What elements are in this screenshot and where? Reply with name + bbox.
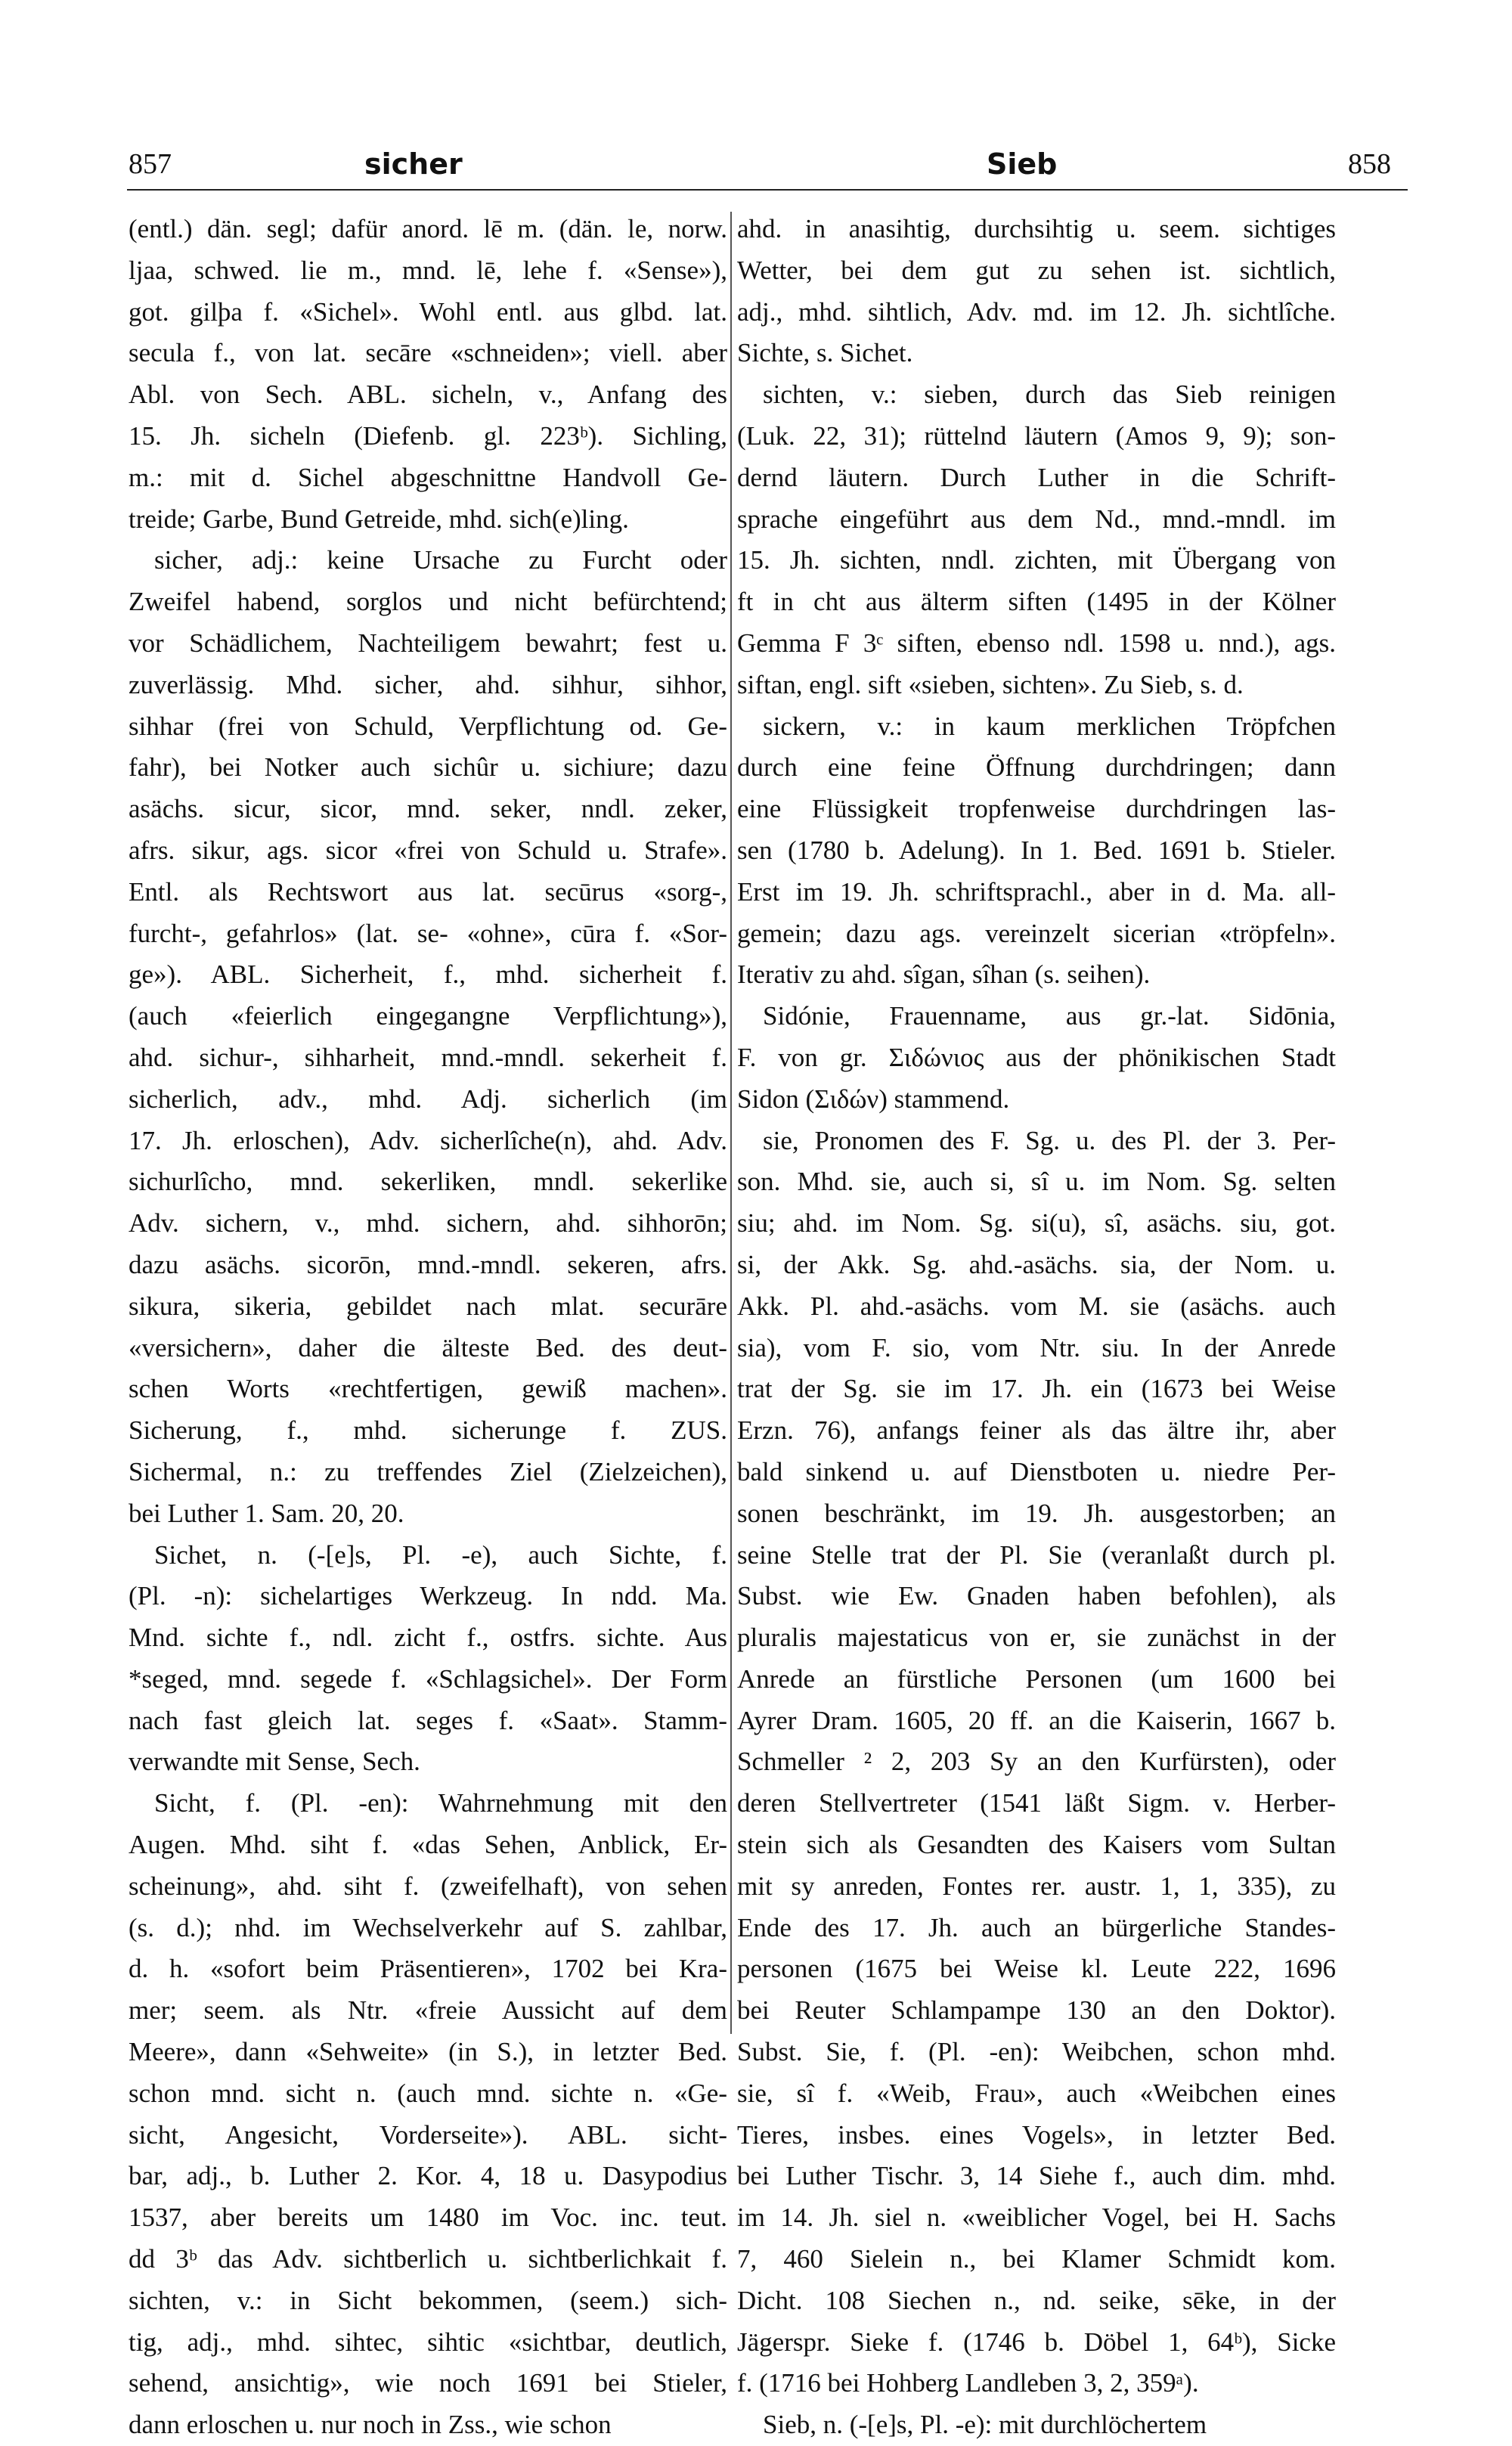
text-line: asächs. sicur, sicor, mnd. seker, nndl. zeker, [129,794,727,824]
text-line: nach fast gleich lat. seges f. «Saat». Stamm- [129,1705,727,1735]
text-line: Subst. Sie, f. (Pl. -en): Weibchen, schon mhd. [737,2037,1336,2067]
text-line: secula f., von lat. secāre «schneiden»; viell. aber [129,338,727,368]
text-line: Sicht, f. (Pl. -en): Wahrnehmung mit den [154,1788,727,1818]
text-line: 15. Jh. sichten, nndl. zichten, mit Übergang von [737,545,1336,575]
page-number-left: 857 [129,148,172,180]
text-line: *seged, mnd. segede f. «Schlagsichel». Der Form [129,1663,727,1694]
text-line: Akk. Pl. ahd.-asächs. vom M. sie (asächs. auch [737,1291,1336,1321]
text-line: Sidónie, Frauenname, aus gr.-lat. Sidōnia, [763,1001,1336,1031]
text-line: ahd. in anasihtig, durchsihtig u. seem. sichtiges [737,214,1336,243]
text-line: deren Stellvertreter (1541 läßt Sigm. v. Herber- [737,1788,1336,1818]
text-line: fahr), bei Notker auch sichûr u. sichiure; dazu [129,752,727,783]
text-line: personen (1675 bei Weise kl. Leute 222, 1696 [737,1954,1336,1984]
text-line: ft in cht aus älterm siften (1495 in der Kölner [737,587,1336,617]
text-line: son. Mhd. sie, auch si, sî u. im Nom. Sg. selten [737,1167,1336,1197]
text-line: verwandte mit Sense, Sech. [129,1747,420,1777]
text-line: dd 3ᵇ das Adv. sichtberlich u. sichtberlichkait f. [129,2244,727,2274]
text-line: stein sich als Gesandten des Kaisers vom Sultan [737,1830,1336,1860]
text-line: furcht-, gefahrlos» (lat. se- «ohne», cūra f. «Sor- [129,918,727,948]
text-line: Ende des 17. Jh. auch an bürgerliche Standes- [737,1912,1336,1942]
text-line: bei Reuter Schlampampe 130 an den Doktor). [737,1995,1336,2026]
running-head-left: sicher [364,147,463,181]
text-line: Wetter, bei dem gut zu sehen ist. sichtlich, [737,255,1336,285]
text-line: Erst im 19. Jh. schriftsprachl., aber in d. Ma. all- [737,876,1336,907]
text-line: (Pl. -n): sichelartiges Werkzeug. In ndd. Ma. [129,1581,727,1611]
text-line: Erzn. 76), anfangs feiner als das ältre ihr, aber [737,1415,1336,1446]
text-line: sickern, v.: in kaum merklichen Tröpfchen [763,711,1336,741]
text-line: d. h. «sofort beim Präsentieren», 1702 bei Kra- [129,1954,727,1984]
text-line: sie, sî f. «Weib, Frau», auch «Weibchen eines [737,2078,1336,2108]
text-line: bar, adj., b. Luther 2. Kor. 4, 18 u. Dasypodius [129,2161,727,2191]
text-line: schen Worts «rechtfertigen, gewiß machen». [129,1374,727,1404]
text-line: Abl. von Sech. ABL. sicheln, v., Anfang des [129,380,727,410]
text-line: Sicherung, f., mhd. sicherunge f. ZUS. [129,1415,727,1446]
running-head-right: Sieb [987,147,1058,181]
text-line: eine Flüssigkeit tropfenweise durchdringen las- [737,794,1336,824]
text-line: Sichte, s. Sichet. [737,338,913,368]
text-line: Ayrer Dram. 1605, 20 ff. an die Kaiserin, 1667 b. [737,1705,1336,1735]
text-line: bald sinkend u. auf Dienstboten u. niedre Per- [737,1456,1336,1487]
text-line: Dicht. 108 Siechen n., nd. seike, sēke, in der [737,2285,1336,2315]
text-line: Anrede an fürstliche Personen (um 1600 bei [737,1663,1336,1694]
page-number-right: 858 [1348,148,1391,180]
text-line: bei Luther 1. Sam. 20, 20. [129,1498,404,1528]
text-line: sichten, v.: sieben, durch das Sieb reinigen [763,380,1336,410]
text-line: sehend, ansichtig», wie noch 1691 bei Stieler, [129,2368,727,2398]
text-line: sicht, Angesicht, Vorderseite»). ABL. sicht- [129,2119,727,2150]
text-line: f. (1716 bei Hohberg Landleben 3, 2, 359ᵃ). [737,2368,1199,2398]
text-line: sihhar (frei von Schuld, Verpflichtung od. Ge- [129,711,727,741]
text-line: afrs. sikur, ags. sicor «frei von Schuld u. Strafe». [129,835,727,865]
text-line: Tieres, insbes. eines Vogels», in letzter Bed. [737,2119,1336,2150]
header-rule [127,189,1408,191]
text-line: «versichern», daher die älteste Bed. des deut- [129,1332,727,1363]
text-line: mit sy anreden, Fontes rer. austr. 1, 1, 335), zu [737,1871,1336,1901]
text-line: pluralis majestaticus von er, sie zunächst in der [737,1623,1336,1653]
text-line: ahd. sichur-, sihharheit, mnd.-mndl. sekerheit f. [129,1042,727,1072]
text-line: Gemma F 3ᶜ siften, ebenso ndl. 1598 u. nnd.), ags. [737,628,1336,658]
text-line: 7, 460 Sielein n., bei Klamer Schmidt kom. [737,2244,1336,2274]
text-line: sen (1780 b. Adelung). In 1. Bed. 1691 b. Stieler. [737,835,1336,865]
text-line: (entl.) dän. segl; dafür anord. lē m. (dän. le, norw. [129,214,727,243]
text-line: sichurlîcho, mnd. sekerliken, mndl. sekerlike [129,1167,727,1197]
text-line: sonen beschränkt, im 19. Jh. ausgestorben; an [737,1498,1336,1528]
text-line: ge»). ABL. Sicherheit, f., mhd. sicherheit f. [129,959,727,990]
text-line: Mnd. sichte f., ndl. zicht f., ostfrs. sichte. Aus [129,1623,727,1653]
text-line: Sidon (Σιδών) stammend. [737,1083,1010,1114]
text-line: si, der Akk. Sg. ahd.-asächs. sia, der Nom. u. [737,1249,1336,1279]
text-line: treide; Garbe, Bund Getreide, mhd. sich(e)ling. [129,504,629,534]
text-line: adj., mhd. sihtlich, Adv. md. im 12. Jh. sichtlîche. [737,296,1336,327]
text-line: sikura, sikeria, gebildet nach mlat. securāre [129,1291,727,1321]
text-line: sprache eingeführt aus dem Nd., mnd.-mndl. im [737,504,1336,534]
text-line: Sichet, n. (-[e]s, Pl. -e), auch Sichte, f. [154,1539,727,1570]
text-line: Schmeller ² 2, 203 Sy an den Kurfürsten), oder [737,1747,1336,1777]
text-line: 15. Jh. sicheln (Diefenb. gl. 223ᵇ). Sichling, [129,420,727,451]
text-line: Iterativ zu ahd. sîgan, sîhan (s. seihen). [737,959,1151,990]
text-line: (Luk. 22, 31); rüttelnd läutern (Amos 9, 9); son- [737,420,1336,451]
text-line: vor Schädlichem, Nachteiligem bewahrt; fest u. [129,628,727,658]
text-line: im 14. Jh. siel n. «weiblicher Vogel, bei H. Sachs [737,2203,1336,2233]
text-line: sichten, v.: in Sicht bekommen, (seem.) sich- [129,2285,727,2315]
text-line: seine Stelle trat der Pl. Sie (veranlaßt durch pl. [737,1539,1336,1570]
text-line: sie, Pronomen des F. Sg. u. des Pl. der 3. Per- [763,1125,1336,1155]
text-line: Augen. Mhd. siht f. «das Sehen, Anblick, Er- [129,1830,727,1860]
text-line: ljaa, schwed. lie m., mnd. lē, lehe f. «Sense»), [129,255,727,285]
text-line: Entl. als Rechtswort aus lat. secūrus «sorg-, [129,876,727,907]
text-line: m.: mit d. Sichel abgeschnittne Handvoll Ge- [129,462,727,492]
text-line: scheinung», ahd. siht f. (zweifelhaft), von sehen [129,1871,727,1901]
left-column [129,209,727,2440]
text-line: F. von gr. Σιδώνιος aus der phönikischen Stadt [737,1042,1336,1072]
text-line: bei Luther Tischr. 3, 14 Siehe f., auch dim. mhd. [737,2161,1336,2191]
text-line: sicher, adj.: keine Ursache zu Furcht oder [154,545,727,575]
text-line: Adv. sichern, v., mhd. sichern, ahd. sihhorōn; [129,1208,727,1239]
text-line: Sieb, n. (-[e]s, Pl. -e): mit durchlöchertem [763,2410,1207,2440]
text-line: dann erloschen u. nur noch in Zss., wie schon [129,2410,612,2440]
text-line: sia), vom F. sio, vom Ntr. siu. In der Anrede [737,1332,1336,1363]
text-line: durch eine feine Öffnung durchdringen; dann [737,752,1336,783]
text-line: sicherlich, adv., mhd. Adj. sicherlich (im [129,1083,727,1114]
text-line: (s. d.); nhd. im Wechselverkehr auf S. zahlbar, [129,1912,727,1942]
text-line: Zweifel habend, sorglos und nicht befürchtend; [129,587,727,617]
column-divider [730,212,732,2034]
text-line: gemein; dazu ags. vereinzelt sicerian «tröpfeln». [737,918,1336,948]
text-line: trat der Sg. sie im 17. Jh. ein (1673 bei Weise [737,1374,1336,1404]
text-line: Meere», dann «Sehweite» (in S.), in letzter Bed. [129,2037,727,2067]
text-line: tig, adj., mhd. sihtec, sihtic «sichtbar, deutlich, [129,2327,727,2357]
text-line: mer; seem. als Ntr. «freie Aussicht auf dem [129,1995,727,2026]
right-column [737,209,1336,2440]
text-line: (auch «feierlich eingegangne Verpflichtung»), [129,1001,727,1031]
text-line: siu; ahd. im Nom. Sg. si(u), sî, asächs. siu, got. [737,1208,1336,1239]
text-line: got. gilþa f. «Sichel». Wohl entl. aus glbd. lat. [129,296,727,327]
text-line: Subst. wie Ew. Gnaden haben befohlen), als [737,1581,1336,1611]
text-line: Jägerspr. Sieke f. (1746 b. Döbel 1, 64ᵇ), Sicke [737,2327,1336,2357]
text-line: Sichermal, n.: zu treffendes Ziel (Zielzeichen), [129,1456,727,1487]
text-line: zuverlässig. Mhd. sicher, ahd. sihhur, sihhor, [129,669,727,699]
text-line: 17. Jh. erloschen), Adv. sicherlîche(n), ahd. Adv. [129,1125,727,1155]
text-line: siftan, engl. sift «sieben, sichten». Zu Sieb, s. d. [737,669,1244,699]
text-line: dernd läutern. Durch Luther in die Schrift- [737,462,1336,492]
text-line: 1537, aber bereits um 1480 im Voc. inc. teut. [129,2203,727,2233]
text-line: schon mnd. sicht n. (auch mnd. sichte n. «Ge- [129,2078,727,2108]
text-line: dazu asächs. sicorōn, mnd.-mndl. sekeren, afrs. [129,1249,727,1279]
